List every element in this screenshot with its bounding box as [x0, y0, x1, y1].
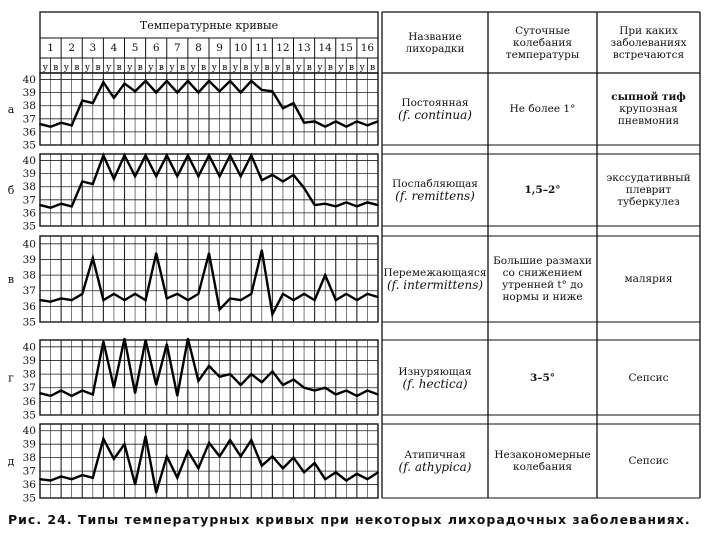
curve-point [113, 293, 115, 295]
y-tick-label: 37 [22, 465, 36, 478]
daily-range-cell [491, 424, 594, 498]
cell-line: (f. remittens) [395, 189, 475, 203]
y-tick-label: 35 [22, 220, 36, 233]
curve-point [92, 257, 94, 259]
header-daily-range [490, 14, 595, 71]
y-tick-label: 37 [22, 382, 36, 395]
curve-point [113, 387, 115, 389]
y-tick-label: 38 [22, 269, 36, 282]
curve-point [92, 477, 94, 479]
cell-line: малярия [624, 273, 673, 285]
y-tick-label: 37 [22, 285, 36, 298]
curve-point [187, 450, 189, 452]
curve-point [71, 395, 73, 397]
y-tick-label: 35 [22, 139, 36, 152]
day-label: 9 [216, 42, 223, 54]
curve-point [134, 90, 136, 92]
cell-line: Перемежающаяся [383, 267, 487, 279]
curve-point [166, 343, 168, 345]
curve-point [166, 154, 168, 156]
header-diseases [599, 14, 698, 71]
curve-point [324, 274, 326, 276]
curve-point [261, 465, 263, 467]
curve-point [134, 175, 136, 177]
cell-line: Название лихорадки [405, 30, 465, 55]
curve-point [39, 204, 41, 206]
diseases-cell [600, 154, 697, 226]
cell-line: Большие размахи со снижением утренней t° до нормы и ниже [493, 255, 592, 303]
curve-point [303, 387, 305, 389]
curve-point [219, 90, 221, 92]
curve-point [377, 121, 379, 123]
time-label: в [53, 63, 59, 73]
curve-point [303, 472, 305, 474]
time-label: у [169, 63, 175, 73]
time-label: в [180, 63, 186, 73]
time-label: в [95, 63, 101, 73]
curve-point [155, 92, 157, 94]
time-label: у [338, 63, 344, 73]
time-label: у [148, 63, 154, 73]
curve-point [60, 298, 62, 300]
daily-range-cell [491, 154, 594, 226]
curve-point [356, 473, 358, 475]
curve-point [60, 390, 62, 392]
row-letter: в [7, 273, 15, 286]
curve-point [166, 80, 168, 82]
curve-point [60, 476, 62, 478]
curve-point [345, 202, 347, 204]
curve-point [208, 154, 210, 156]
curve-point [103, 81, 105, 83]
curve-point [367, 478, 369, 480]
curve-point [219, 455, 221, 457]
fever-name-cell [384, 424, 486, 498]
y-tick-label: 39 [22, 168, 36, 181]
day-label: 16 [360, 42, 375, 54]
curve-point [124, 83, 126, 85]
curve-point [39, 392, 41, 394]
curve-point [261, 249, 263, 251]
curve-point [60, 203, 62, 205]
curve-point [71, 478, 73, 480]
time-label: у [190, 63, 196, 73]
figure-caption: Рис. 24. Типы температурных кривых при некоторых лихорадочных заболеваниях. [8, 512, 691, 527]
day-label: 15 [339, 42, 353, 54]
time-label: у [232, 63, 239, 73]
curve-point [176, 293, 178, 295]
curve-point [187, 338, 189, 340]
day-label: 12 [276, 42, 290, 54]
curve-point [134, 392, 136, 394]
y-tick-label: 40 [22, 425, 36, 438]
curve-point [103, 341, 105, 343]
cell-line: Постоянная [401, 97, 469, 109]
curve-point [282, 468, 284, 470]
curve-point [293, 174, 295, 176]
curve-point [303, 122, 305, 124]
y-tick-label: 35 [22, 492, 36, 505]
y-tick-label: 40 [22, 238, 36, 251]
curve-point [377, 296, 379, 298]
cell-line: (f. continua) [398, 108, 472, 122]
curve-point [345, 390, 347, 392]
curve-point [124, 338, 126, 340]
cell-line: туберкулез [617, 196, 680, 208]
row-letter: д [7, 455, 15, 468]
curve-point [324, 387, 326, 389]
curve-point [198, 175, 200, 177]
cell-line: 1,5–2° [524, 184, 561, 196]
cell-line: крупозная пневмония [617, 103, 680, 127]
y-tick-label: 35 [22, 409, 36, 422]
time-label: у [84, 63, 91, 73]
y-tick-label: 35 [22, 316, 36, 329]
curve-point [229, 80, 231, 82]
curve-point [229, 373, 231, 375]
curve-point [272, 455, 274, 457]
curve-point [39, 478, 41, 480]
time-label: в [158, 63, 165, 73]
y-tick-label: 38 [22, 368, 36, 381]
y-tick-label: 40 [22, 74, 36, 87]
curve-point [314, 204, 316, 206]
time-label: в [327, 63, 334, 73]
curve-point [155, 175, 157, 177]
curve-point [187, 154, 189, 156]
time-label: у [63, 63, 70, 73]
curve-point [176, 477, 178, 479]
curve-point [314, 462, 316, 464]
fever-name-cell [384, 236, 486, 322]
curve-point [219, 376, 221, 378]
curve-point [145, 435, 147, 437]
curve-point [356, 395, 358, 397]
time-label: в [306, 63, 312, 73]
curve-point [71, 125, 73, 127]
y-tick-label: 40 [22, 155, 36, 168]
time-label: у [359, 63, 365, 73]
curve-point [155, 252, 157, 254]
cell-line: Атипичная [404, 449, 466, 461]
curve-point [81, 293, 83, 295]
curve-point [92, 102, 94, 104]
curve-point [303, 293, 305, 295]
curve-point [198, 468, 200, 470]
y-tick-label: 39 [22, 438, 36, 451]
cell-line: Изнуряющая [398, 365, 472, 378]
curve-point [240, 299, 242, 301]
curve-point [303, 187, 305, 189]
curve-point [335, 472, 337, 474]
curve-point [356, 299, 358, 301]
cell-line: Незакономерные колебания [494, 449, 591, 473]
curve-point [50, 395, 52, 397]
time-label: у [106, 63, 112, 73]
curve-point [367, 202, 369, 204]
curve-point [293, 457, 295, 459]
curve-point [335, 121, 337, 123]
curve-point [293, 102, 295, 104]
curve-point [166, 455, 168, 457]
curve-point [176, 92, 178, 94]
curve-point [356, 121, 358, 123]
curve-point [272, 371, 274, 373]
curve-point [377, 472, 379, 474]
curve-point [219, 175, 221, 177]
day-label: 2 [68, 42, 76, 54]
curve-point [240, 92, 242, 94]
curve-point [208, 365, 210, 367]
time-label: у [211, 63, 217, 73]
curve-point [124, 154, 126, 156]
cell-line: Не более 1° [509, 103, 576, 115]
curve-point [50, 480, 52, 482]
day-label: 11 [255, 42, 269, 54]
curve-point [345, 126, 347, 128]
daily-range-cell [491, 340, 594, 415]
y-tick-label: 37 [22, 194, 36, 207]
row-letter: б [7, 184, 15, 197]
time-label: в [370, 63, 376, 73]
cell-line: Суточные колебания температуры [505, 24, 580, 61]
curve-point [198, 293, 200, 295]
curve-point [314, 121, 316, 123]
curve-point [250, 154, 252, 156]
time-label: у [296, 63, 302, 73]
curve-point [60, 122, 62, 124]
curve-point [145, 299, 147, 301]
curve-point [324, 126, 326, 128]
day-label: 10 [234, 42, 248, 54]
day-label: 3 [89, 42, 97, 54]
curve-point [261, 179, 263, 181]
curve-point [134, 293, 136, 295]
y-tick-label: 36 [22, 207, 36, 220]
curve-point [314, 390, 316, 392]
cell-line: экссудативный плеврит [606, 172, 691, 196]
curve-point [282, 293, 284, 295]
curve-point [71, 299, 73, 301]
day-label: 6 [152, 42, 160, 54]
y-tick-label: 36 [22, 126, 36, 139]
y-tick-label: 40 [22, 341, 36, 354]
curve-point [324, 478, 326, 480]
cell-line: (f. hectica) [402, 376, 468, 391]
diseases-cell [600, 424, 697, 498]
time-label: в [285, 63, 291, 73]
day-label: 4 [110, 42, 118, 54]
curve-point [314, 299, 316, 301]
curve-point [103, 438, 105, 440]
curve-point [92, 183, 94, 185]
curve-point [377, 394, 379, 396]
cell-line: сыпной тиф [611, 91, 686, 103]
day-label: 8 [195, 42, 202, 54]
time-label: у [42, 63, 48, 73]
cell-line: При каких заболеваниях встречаются [610, 24, 687, 61]
cell-line: Сепсис [628, 371, 669, 384]
curve-point [145, 80, 147, 82]
curve-point [113, 458, 115, 460]
curve-point [50, 207, 52, 209]
fever-name-cell [384, 340, 486, 415]
y-tick-label: 37 [22, 113, 36, 126]
curve-point [113, 178, 115, 180]
row-letter: а [7, 103, 15, 116]
curve-point [155, 384, 157, 386]
curve-point [39, 299, 41, 301]
diseases-cell [600, 340, 697, 415]
curve-point [335, 206, 337, 208]
y-tick-label: 39 [22, 354, 36, 367]
time-label: в [349, 63, 355, 73]
time-label: в [74, 63, 80, 73]
curve-point [219, 309, 221, 311]
time-label: у [317, 63, 323, 73]
day-label: 7 [173, 42, 181, 54]
daily-range-cell [491, 73, 594, 145]
y-tick-label: 36 [22, 395, 36, 408]
time-label: у [253, 63, 260, 73]
cell-line: (f. intermittens) [386, 278, 484, 292]
curve-point [176, 175, 178, 177]
curve-point [208, 80, 210, 82]
curve-point [103, 154, 105, 156]
curve-point [335, 394, 337, 396]
day-label: 5 [131, 42, 139, 54]
time-label: в [116, 63, 122, 73]
curve-point [113, 97, 115, 99]
cell-line: Послабляющая [392, 178, 478, 190]
curve-point [282, 107, 284, 109]
diseases-cell [600, 73, 697, 145]
curve-point [240, 384, 242, 386]
curve-point [166, 298, 168, 300]
curve-point [103, 299, 105, 301]
curve-point [198, 380, 200, 382]
curve-point [282, 384, 284, 386]
curve-point [124, 299, 126, 301]
curve-point [229, 154, 231, 156]
curve-point [250, 293, 252, 295]
day-label: 14 [318, 42, 332, 54]
daily-range-cell [491, 236, 594, 322]
curve-point [145, 154, 147, 156]
curve-point [367, 293, 369, 295]
fever-name-cell [384, 154, 486, 226]
y-tick-label: 38 [22, 452, 36, 465]
diseases-cell [600, 236, 697, 322]
curve-point [272, 313, 274, 315]
y-tick-label: 39 [22, 87, 36, 100]
curve-point [39, 123, 41, 125]
curve-point [50, 126, 52, 128]
fever-name-cell [384, 73, 486, 145]
curve-point [240, 175, 242, 177]
time-label: в [243, 63, 249, 73]
curve-point [81, 390, 83, 392]
cell-line: Сепсис [628, 455, 669, 467]
y-tick-label: 38 [22, 100, 36, 113]
curve-point [176, 395, 178, 397]
curve-point [81, 100, 83, 102]
curve-point [81, 181, 83, 183]
cell-line: (f. athypica) [398, 460, 472, 474]
curve-point [155, 492, 157, 494]
header-fever-name [384, 14, 486, 71]
curve-point [293, 299, 295, 301]
y-tick-label: 38 [22, 181, 36, 194]
curve-point [250, 439, 252, 441]
curve-point [367, 125, 369, 127]
curve-point [324, 203, 326, 205]
time-label: в [264, 63, 270, 73]
curve-point [272, 174, 274, 176]
curve-point [293, 379, 295, 381]
y-tick-label: 36 [22, 300, 36, 313]
curve-point [229, 298, 231, 300]
y-tick-label: 39 [22, 253, 36, 266]
curve-point [229, 439, 231, 441]
curve-point [356, 206, 358, 208]
curve-point [377, 204, 379, 206]
curve-point [71, 206, 73, 208]
day-label: 1 [47, 42, 54, 54]
curve-point [124, 443, 126, 445]
curve-point [145, 339, 147, 341]
curve-point [345, 293, 347, 295]
curve-point [240, 455, 242, 457]
time-label: в [137, 63, 143, 73]
curve-point [81, 474, 83, 476]
curve-point [367, 390, 369, 392]
time-label: у [275, 63, 281, 73]
curve-point [134, 484, 136, 486]
curve-point [198, 92, 200, 94]
curve-point [50, 301, 52, 303]
cell-line: 3–5° [529, 371, 556, 384]
curve-point [335, 299, 337, 301]
curve-point [261, 381, 263, 383]
curve-point [250, 373, 252, 375]
chart-title: Температурные кривые [139, 19, 279, 32]
curve-point [187, 299, 189, 301]
row-letter: г [8, 371, 14, 385]
curve-point [250, 80, 252, 82]
curve-point [345, 480, 347, 482]
curve-point [187, 80, 189, 82]
curve-point [208, 252, 210, 254]
y-tick-label: 36 [22, 479, 36, 492]
day-label: 13 [297, 42, 311, 54]
time-label: в [222, 63, 228, 73]
curve-point [282, 181, 284, 183]
curve-point [92, 394, 94, 396]
time-label: у [127, 63, 133, 73]
curve-point [272, 90, 274, 92]
curve-point [208, 442, 210, 444]
time-label: в [201, 63, 207, 73]
curve-point [261, 89, 263, 91]
